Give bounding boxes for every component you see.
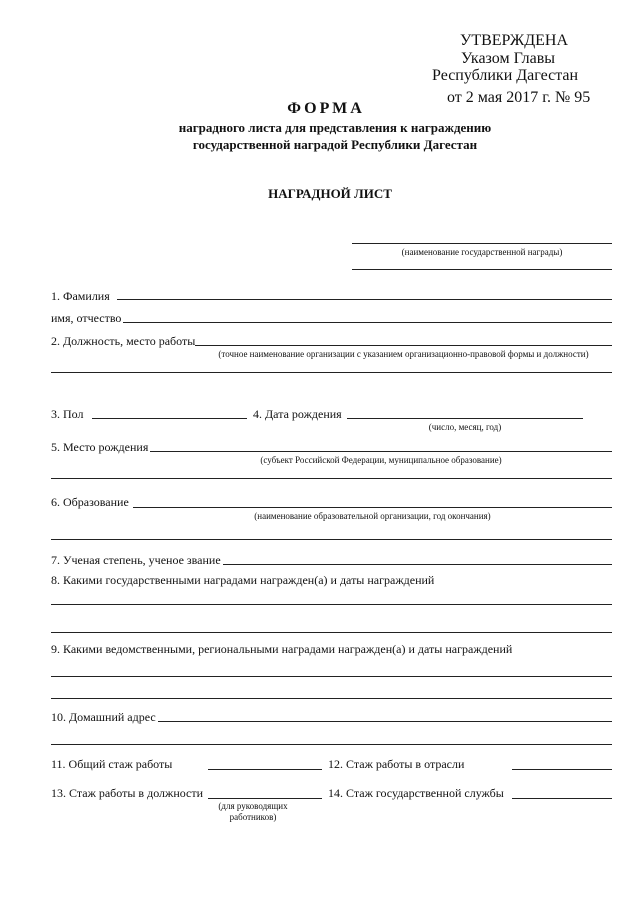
award-name-caption: (наименование государственной награды)	[401, 247, 563, 257]
education-caption: (наименование образовательной организации, год окончания)	[254, 511, 491, 521]
form-subtitle-1: наградного листа для представления к награждению	[178, 120, 492, 135]
name-patronymic-label: имя, отчество	[51, 311, 122, 325]
birthdate-label: 4. Дата рождения	[253, 407, 342, 421]
position-experience-label: 13. Стаж работы в должности	[51, 786, 204, 800]
approval-line-4: от 2 мая 2017 г. № 95	[447, 89, 591, 106]
award-name-line-2[interactable]	[352, 269, 612, 270]
position-experience-caption-1: (для руководящих	[218, 801, 288, 811]
award-name-line[interactable]	[352, 243, 612, 244]
industry-experience-field[interactable]	[512, 769, 612, 770]
civil-service-experience-field[interactable]	[512, 798, 612, 799]
position-label: 2. Должность, место работы	[51, 334, 196, 348]
education-field[interactable]	[133, 507, 612, 508]
education-label: 6. Образование	[51, 495, 129, 509]
position-field[interactable]	[195, 345, 612, 346]
civil-service-experience-label: 14. Стаж государственной службы	[328, 786, 504, 800]
position-experience-field[interactable]	[208, 798, 322, 799]
industry-experience-label: 12. Стаж работы в отрасли	[328, 757, 465, 771]
state-awards-label: 8. Какими государственными наградами награжден(а) и даты награждений	[51, 573, 435, 587]
state-awards-field-1[interactable]	[51, 604, 612, 605]
form-title: ФОРМА	[287, 100, 365, 117]
degree-label: 7. Ученая степень, ученое звание	[51, 553, 221, 567]
document-title: НАГРАДНОЙ ЛИСТ	[268, 186, 392, 201]
education-field-2[interactable]	[51, 539, 612, 540]
birthplace-label: 5. Место рождения	[51, 440, 149, 454]
gender-field[interactable]	[92, 418, 247, 419]
surname-label: 1. Фамилия	[51, 289, 110, 303]
birthdate-caption: (число, месяц, год)	[428, 422, 502, 432]
degree-field[interactable]	[223, 564, 612, 565]
approval-line-1: УТВЕРЖДЕНА	[460, 32, 569, 49]
surname-field[interactable]	[117, 299, 612, 300]
approval-line-2: Указом Главы	[461, 50, 556, 67]
birthplace-caption: (субъект Российской Федерации, муниципальное образование)	[260, 455, 502, 465]
birthplace-field[interactable]	[150, 451, 612, 452]
home-address-field-2[interactable]	[51, 744, 612, 745]
home-address-label: 10. Домашний адрес	[51, 710, 156, 724]
approval-line-3: Республики Дагестан	[432, 67, 579, 84]
departmental-awards-field-2[interactable]	[51, 698, 612, 699]
total-experience-field[interactable]	[208, 769, 322, 770]
state-awards-field-2[interactable]	[51, 632, 612, 633]
total-experience-label: 11. Общий стаж работы	[51, 757, 173, 771]
departmental-awards-field-1[interactable]	[51, 676, 612, 677]
birthdate-field[interactable]	[347, 418, 583, 419]
position-experience-caption-2: работников)	[229, 812, 277, 822]
position-field-2[interactable]	[51, 372, 612, 373]
home-address-field[interactable]	[158, 721, 612, 722]
birthplace-field-2[interactable]	[51, 478, 612, 479]
position-caption: (точное наименование организации с указанием организационно-правовой формы и должности)	[218, 349, 589, 359]
departmental-awards-label: 9. Какими ведомственными, региональными наградами награжден(а) и даты награждений	[51, 642, 513, 656]
gender-label: 3. Пол	[51, 407, 84, 421]
name-patronymic-field[interactable]	[123, 322, 612, 323]
form-subtitle-2: государственной наградой Республики Дагестан	[192, 137, 478, 152]
